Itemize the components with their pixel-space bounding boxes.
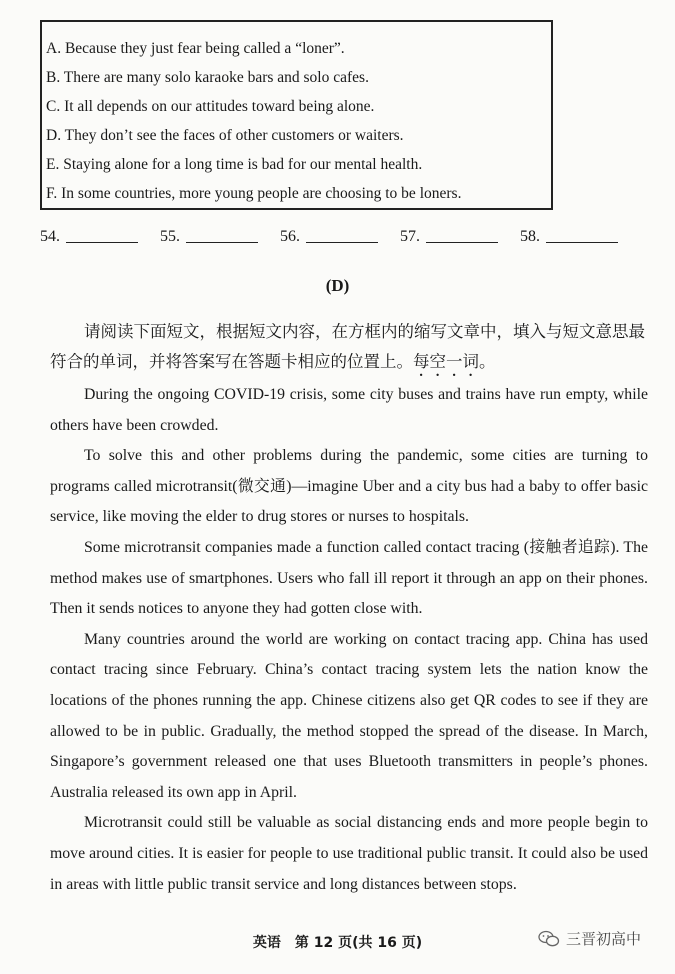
option-e: E. Staying alone for a long time is bad for our mental health. — [46, 156, 423, 173]
paragraph-4: Many countries around the world are working on contact tracing app. China has used contact tracing since February. China’s contact tracing system lets the nation know the locations of the phones running the app. Chinese citizens also get QR codes to see if they are allowed to be in public. Gradually, the method stopped the spread of the disease. In March, Singapore’s government released one that uses Bluetooth transmitters in people’s phones. Australia released its own app in April. — [50, 630, 648, 801]
option-a: A. Because they just fear being called a “loner”. — [46, 40, 345, 57]
option-c: C. It all depends on our attitudes toward being alone. — [46, 98, 375, 115]
watermark — [538, 928, 641, 949]
option-d: D. They don’t see the faces of other customers or waiters. — [46, 127, 404, 144]
option-b: B. There are many solo karaoke bars and solo cafes. — [46, 69, 369, 86]
blank-56: 56. — [280, 228, 378, 246]
option-f: F. In some countries, more young people are choosing to be loners. — [46, 185, 462, 202]
blank-54: 54. — [40, 228, 138, 246]
paragraph-5: Microtransit could still be valuable as social distancing ends and more people begin to move around cities. It is easier for people to use traditional public transit. It could also be used in areas with little public transit service and long distances between stops. — [50, 814, 648, 893]
paragraph-3: Some microtransit companies made a function called contact tracing (接触者追踪). The method makes use of smartphones. Users who fall ill report it through an app on their phones. Then it sends notices to anyone they had gotten close with. — [50, 538, 648, 618]
instruction-end: 。 — [479, 352, 496, 371]
instruction-emphasis: 每空一词 — [413, 352, 479, 371]
passage — [50, 380, 648, 900]
blank-57: 57. — [400, 228, 498, 246]
section-title: (D) — [325, 276, 350, 295]
wechat-icon — [538, 930, 560, 948]
page-footer: 英语 第 12 页(共 16 页) — [252, 935, 423, 951]
options-box — [40, 20, 553, 210]
paragraph-2: To solve this and other problems during the pandemic, some cities are turning to programs called microtransit(微交通)—imagine Uber and a city bus had a baby to offer basic service, like moving the elder to drug stores or nurses to hospitals. — [50, 447, 648, 526]
blank-58: 58. — [520, 228, 618, 246]
blank-55: 55. — [160, 228, 258, 246]
instruction-main: 请阅读下面短文，根据短文内容，在方框内的缩写文章中，填入与短文意思最符合的单词，并将答案写在答题卡相应的位置上。 — [50, 322, 645, 371]
watermark-text: 三晋初高中 — [566, 930, 642, 948]
paragraph-1: During the ongoing COVID-19 crisis, some city buses and trains have run empty, while others have been crowded. — [50, 386, 648, 434]
instruction — [50, 317, 650, 380]
